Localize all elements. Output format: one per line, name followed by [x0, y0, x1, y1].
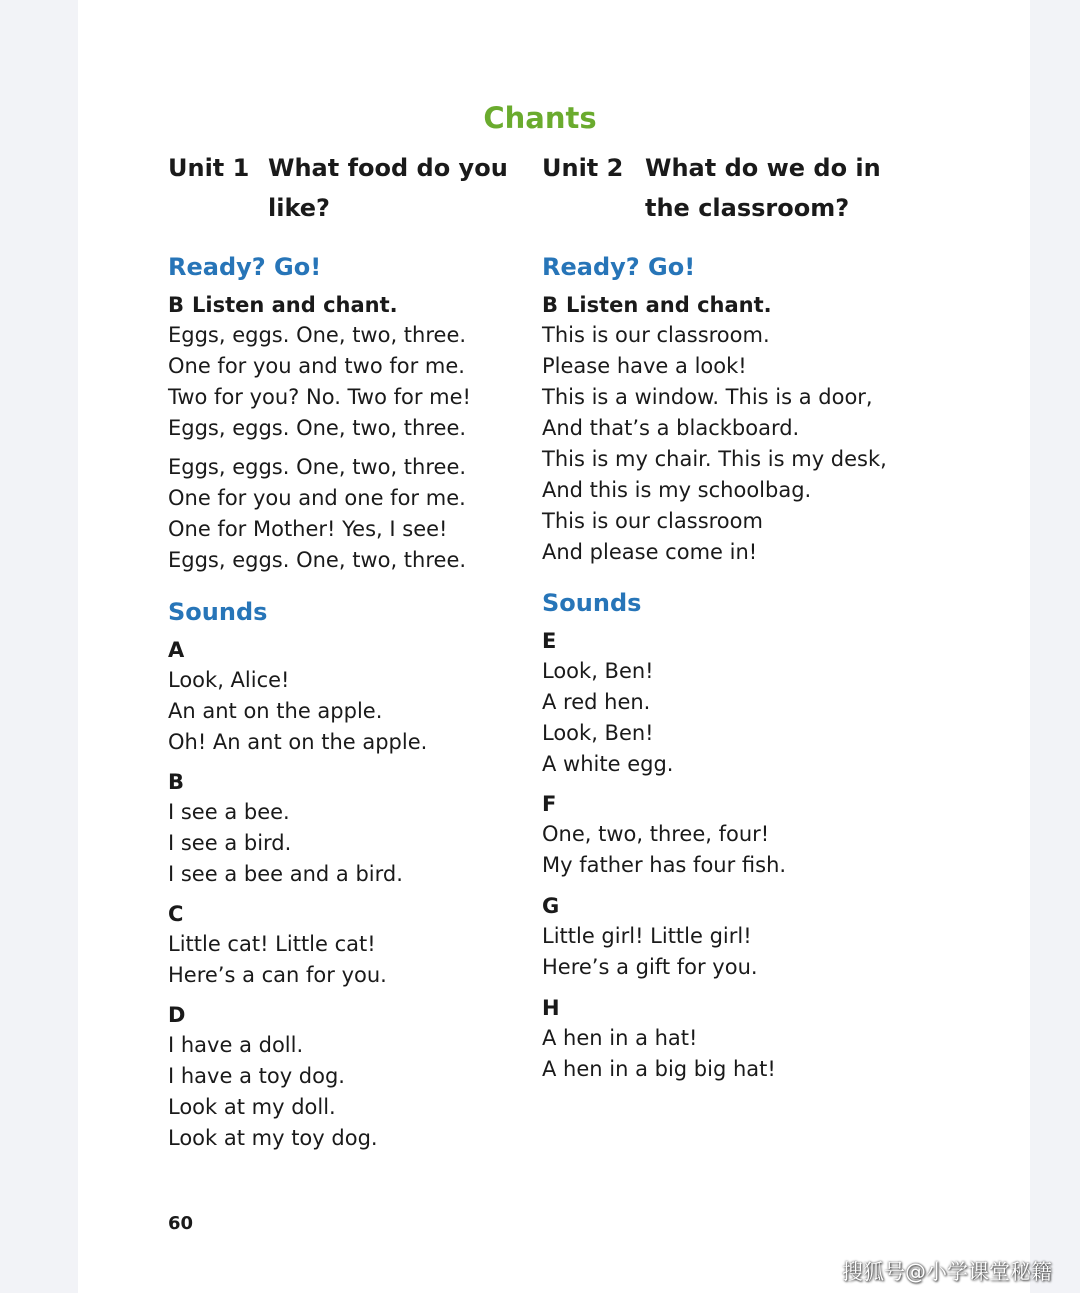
chant-line: One for Mother! Yes, I see!	[168, 517, 448, 541]
sound-letter: G	[542, 894, 560, 918]
chant-line: Oh! An ant on the apple.	[168, 730, 428, 754]
chant-line: One for you and two for me.	[168, 354, 465, 378]
chant-line: Please have a look!	[542, 354, 747, 378]
chant-line: I see a bee and a bird.	[168, 862, 403, 886]
chant-line: Eggs, eggs. One, two, three.	[168, 455, 467, 479]
chant-line: Here’s a can for you.	[168, 963, 387, 987]
sound-letter: A	[168, 638, 185, 662]
unit2-task-text: Listen and chant.	[566, 293, 772, 317]
chant-line: This is a window. This is a door,	[542, 385, 873, 409]
unit2-chant	[542, 320, 887, 568]
unit2-ready-go-heading: Ready? Go!	[542, 253, 696, 281]
sounds-group-f	[542, 789, 786, 881]
unit2-heading-line1: What do we do in	[645, 154, 881, 182]
chant-line: Two for you? No. Two for me!	[168, 385, 471, 409]
chant-line: Look, Ben!	[542, 659, 654, 683]
chant-line: I have a doll.	[168, 1033, 304, 1057]
sound-letter: D	[168, 1003, 186, 1027]
sound-letter: B	[168, 770, 185, 794]
unit1-heading-line1: What food do you	[268, 154, 508, 182]
chant-line: This is our classroom.	[542, 323, 770, 347]
sound-letter: E	[542, 629, 557, 653]
chant-line: This is my chair. This is my desk,	[542, 447, 887, 471]
page-number: 60	[168, 1213, 194, 1234]
chant-line: Look at my toy dog.	[168, 1126, 378, 1150]
chant-line: Little cat! Little cat!	[168, 932, 376, 956]
chant-line: My father has four fish.	[542, 853, 787, 877]
unit2-heading-line2: the classroom?	[645, 194, 850, 222]
chant-line: A hen in a hat!	[542, 1026, 698, 1050]
unit2-label: Unit 2	[542, 154, 624, 182]
chant-line: I see a bird.	[168, 831, 292, 855]
unit2-sounds-heading: Sounds	[542, 589, 642, 617]
unit1-heading-line2: like?	[268, 194, 330, 222]
unit1-chant-stanza1	[168, 320, 471, 444]
unit1-task-letter: B	[168, 293, 185, 317]
unit1-chant-stanza2	[168, 452, 466, 576]
sounds-group-h	[542, 993, 776, 1085]
chant-line: This is our classroom	[542, 509, 763, 533]
chant-line: An ant on the apple.	[168, 699, 383, 723]
unit2-task	[542, 290, 772, 320]
chant-line: A hen in a big big hat!	[542, 1057, 776, 1081]
chant-line: And that’s a blackboard.	[542, 416, 800, 440]
unit2-task-letter: B	[542, 293, 559, 317]
sounds-group-g	[542, 891, 758, 983]
sound-letter: F	[542, 792, 557, 816]
sounds-group-e	[542, 626, 673, 780]
chant-line: One for you and one for me.	[168, 486, 466, 510]
chant-line: Here’s a gift for you.	[542, 955, 758, 979]
chant-line: Little girl! Little girl!	[542, 924, 752, 948]
chant-line: And please come in!	[542, 540, 758, 564]
sounds-group-c	[168, 899, 387, 991]
chant-line: Look, Alice!	[168, 668, 290, 692]
sounds-group-a	[168, 635, 427, 758]
sounds-group-d	[168, 1000, 378, 1154]
chant-line: A red hen.	[542, 690, 651, 714]
watermark: 搜狐号@小学课堂秘籍	[842, 1260, 1052, 1284]
unit1-sounds-heading: Sounds	[168, 598, 268, 626]
chant-line: I have a toy dog.	[168, 1064, 345, 1088]
sounds-group-b	[168, 767, 403, 890]
chant-line: Look at my doll.	[168, 1095, 336, 1119]
chant-line: One, two, three, four!	[542, 822, 770, 846]
sound-letter: H	[542, 996, 560, 1020]
chant-line: A white egg.	[542, 752, 674, 776]
chant-line: Eggs, eggs. One, two, three.	[168, 548, 467, 572]
unit1-ready-go-heading: Ready? Go!	[168, 253, 322, 281]
unit1-task	[168, 290, 398, 320]
unit1-label: Unit 1	[168, 154, 250, 182]
unit1-task-text: Listen and chant.	[192, 293, 398, 317]
chant-line: And this is my schoolbag.	[542, 478, 812, 502]
page-title: Chants	[483, 101, 597, 135]
sound-letter: C	[168, 902, 184, 926]
chant-line: I see a bee.	[168, 800, 290, 824]
chant-line: Eggs, eggs. One, two, three.	[168, 416, 467, 440]
chant-line: Eggs, eggs. One, two, three.	[168, 323, 467, 347]
chant-line: Look, Ben!	[542, 721, 654, 745]
